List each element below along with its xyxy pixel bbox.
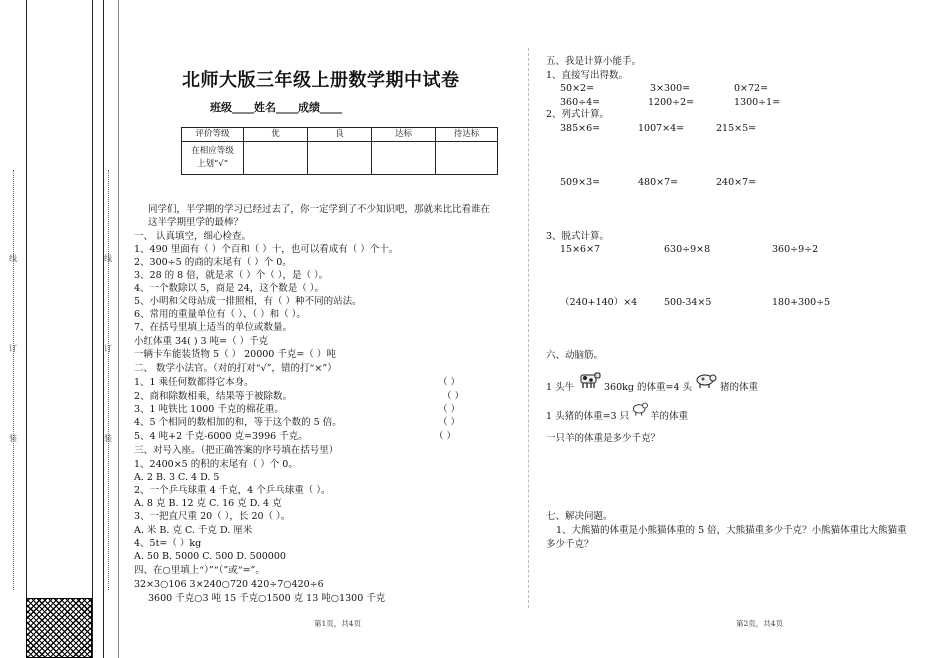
section-3-title: 三、对号入座。（把正确答案的序号填在括号里）: [134, 445, 339, 456]
grade-header-cell: 待达标: [436, 128, 498, 142]
puzzle-line: 羊的体重: [650, 411, 689, 422]
margin-line: [26, 0, 27, 658]
calc-item: 1007×4=: [638, 123, 685, 134]
page-number: 第1页，共4页: [314, 619, 362, 628]
binding-margin: [0, 0, 120, 658]
grade-mark-cell[interactable]: [308, 142, 372, 175]
calc-item: 215×5=: [716, 123, 757, 134]
judge-item: 2、商和除数相乘，结果等于被除数。: [134, 391, 293, 402]
fill-line: 一辆卡车能装货物 5（ ） 20000 千克=（ ）吨: [134, 349, 336, 360]
margin-label: 装: [9, 434, 17, 443]
calc-item: 480×7=: [638, 177, 679, 188]
grade-header-cell: 优: [244, 128, 308, 142]
word-problem: 多少千克？: [546, 539, 594, 550]
page-right: [546, 0, 946, 658]
puzzle-line: 猪的体重: [720, 382, 759, 393]
subsection-title: 2、列式计算。: [546, 109, 610, 120]
subsection-title: 1、直接写出得数。: [546, 70, 629, 81]
judge-item: 4、5 个相同的数相加的和，等于这个数的 5 倍。: [134, 417, 342, 428]
margin-label: 装: [104, 434, 112, 443]
calc-item: 1300÷1=: [734, 97, 781, 108]
margin-line: [92, 0, 93, 658]
cut-line: [108, 170, 109, 590]
cut-line: [13, 170, 14, 590]
choice-line: A. 8 克 B. 12 克 C. 16 克 D. 4 克: [134, 498, 282, 509]
exam-title: 北师大版三年级上册数学期中试卷: [182, 70, 460, 91]
calc-item: 3×300=: [650, 83, 691, 94]
intro-text: 同学们，半学期的学习已经过去了，你一定学到了不少知识吧，那就来比比看谁在: [148, 204, 491, 215]
calc-item: 1200÷2=: [648, 97, 695, 108]
answer-paren[interactable]: （ ）: [438, 404, 461, 415]
page-divider: [528, 48, 529, 608]
answer-paren[interactable]: （ ）: [438, 377, 461, 388]
grade-row-label: [182, 142, 244, 175]
puzzle-line: 1 头猪的体重=3 只: [546, 411, 630, 422]
hatch-pattern: [26, 598, 92, 658]
section-6-title: 六、动脑筋。: [546, 350, 604, 361]
question-item: 6、常用的重量单位有（ ）、（ ）和（ ）。: [134, 309, 306, 320]
calc-item: 50×2=: [560, 83, 595, 94]
calc-item: 630÷9×8: [664, 244, 711, 255]
choice-line: A. 米 B. 克 C. 千克 D. 厘米: [134, 525, 253, 536]
pig-icon: [694, 368, 718, 390]
calc-item: 385×6=: [560, 123, 601, 134]
answer-paren[interactable]: （ ）: [434, 431, 457, 442]
choice-line: 2、一个乒乓球重 4 千克，4 个乒乓球重（ ）。: [134, 485, 331, 496]
choice-line: A. 50 B. 5000 C. 500 D. 500000: [134, 551, 286, 562]
subsection-title: 3、脱式计算。: [546, 231, 610, 242]
grade-mark-cell[interactable]: [436, 142, 498, 175]
grade-header-cell: 评价等级: [182, 128, 244, 142]
margin-label: 订: [9, 344, 17, 353]
intro-text: 这半学期里学的最棒？: [148, 217, 244, 228]
grade-header-cell: 良: [308, 128, 372, 142]
choice-line: A. 2 B. 3 C. 4 D. 5: [134, 472, 220, 483]
choice-line: 1、2400×5 的积的末尾有（ ）个 0。: [134, 459, 298, 470]
puzzle-line: 1 头牛: [546, 382, 575, 393]
student-info-line: 班级____姓名____成绩____: [210, 101, 342, 114]
page-left: [134, 0, 526, 658]
question-item: 3、28 的 8 倍，就是求（ ）个（ ），是（ ）。: [134, 270, 329, 281]
page-number: 第2页，共4页: [736, 619, 784, 628]
question-item: 2、300÷5 的商的末尾有（ ）个 0。: [134, 257, 292, 268]
question-item: 5、小明和父母站成一排照相，有（ ）种不同的站法。: [134, 296, 362, 307]
question-item: 4、一个数除以 5，商是 24，这个数是（ ）。: [134, 283, 324, 294]
grade-row-label-line: 上划“√”: [196, 159, 229, 170]
calc-item: 15×6×7: [560, 244, 601, 255]
word-problem: 1、大熊猫的体重是小熊猫体重的 5 倍，大熊猫重多少千克？小熊猫体重比大熊猫重: [556, 525, 907, 536]
grade-header-cell: 达标: [372, 128, 436, 142]
grade-table: [181, 127, 498, 175]
margin-line: [103, 0, 104, 658]
calc-item: （240+140）×4: [560, 297, 638, 308]
grade-mark-cell[interactable]: [244, 142, 308, 175]
section-5-title: 五、我是计算小能手。: [546, 56, 642, 67]
margin-label: 线: [9, 254, 17, 263]
margin-label: 线: [104, 254, 112, 263]
calc-item: 500-34×5: [664, 297, 712, 308]
grade-mark-cell[interactable]: [372, 142, 436, 175]
calc-item: 360÷9÷2: [772, 244, 819, 255]
calc-item: 240×7=: [716, 177, 757, 188]
answer-paren[interactable]: （ ）: [438, 417, 461, 428]
calc-item: 0×72=: [734, 83, 769, 94]
question-item: 7、在括号里填上适当的单位或数量。: [134, 322, 293, 333]
puzzle-question: 一只羊的体重是多少千克？: [546, 433, 661, 444]
section-7-title: 七、解决问题。: [546, 511, 613, 522]
calc-item: 360÷4=: [560, 97, 601, 108]
judge-item: 1、1 乘任何数都得它本身。: [134, 377, 254, 388]
puzzle-line: 360kg 的体重=4 头: [604, 382, 693, 393]
section-4-title: 四、在○里填上“）”“（”或“=”。: [134, 565, 265, 576]
choice-line: 3、一把直尺重 20（ ），长 20（ ）。: [134, 511, 291, 522]
judge-item: 3、1 吨铁比 1000 千克的棉花重。: [134, 404, 284, 415]
answer-paren[interactable]: （ ）: [442, 391, 465, 402]
section-1-title: 一、 认真填空，细心检查。: [134, 231, 252, 242]
calc-item: 180+300÷5: [772, 297, 831, 308]
choice-line: 4、5t=（ ）kg: [134, 538, 202, 549]
compare-line: 3600 千克○3 吨 15 千克○1500 克 13 吨○1300 千克: [148, 593, 386, 604]
section-2-title: 二、 数学小法官。（对的打对“√”，错的打“×”）: [134, 363, 337, 374]
question-item: 1、490 里面有（ ）个百和（ ）十，也可以看成有（ ）个十。: [134, 244, 399, 255]
margin-line: [118, 0, 119, 658]
judge-item: 5、4 吨+2 千克-6000 克=3996 千克。: [134, 431, 308, 442]
margin-label: 订: [104, 344, 112, 353]
sheep-icon: [630, 398, 650, 418]
grade-row-label-line: 在相应等级: [191, 146, 234, 156]
compare-line: 32×3○106 3×240○720 420÷7○420÷6: [134, 579, 324, 590]
fill-line: 小红体重 34( ) 3 吨=（ ）千克: [134, 336, 269, 347]
calc-item: 509×3=: [560, 177, 601, 188]
cow-icon: [578, 368, 602, 390]
